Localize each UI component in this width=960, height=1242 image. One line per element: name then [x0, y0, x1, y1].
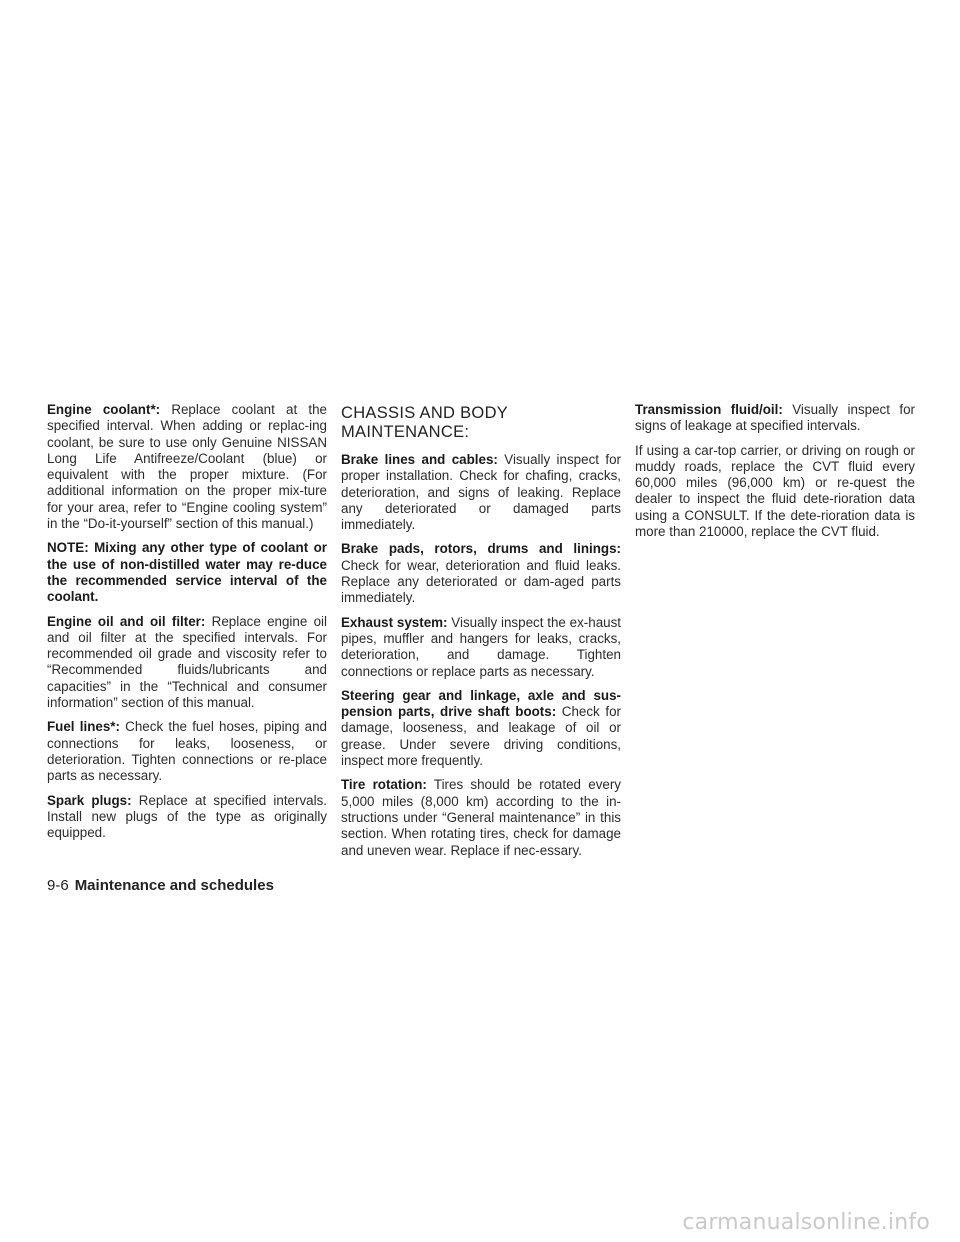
- text-spark-plugs: Replace at specified intervals. Install new plugs of the type as originally equipped.: [47, 792, 327, 841]
- label-brake-lines: Brake lines and cables:: [341, 452, 498, 467]
- paragraph-exhaust: [341, 615, 621, 680]
- paragraph-engine-coolant: [47, 402, 327, 532]
- text-fuel-lines: Check the fuel hoses, piping and connections for leaks, looseness, or deterioration. Tighten connections or re-place parts as necessary.: [47, 719, 328, 784]
- label-spark-plugs: Spark plugs:: [47, 792, 132, 808]
- label-brake-pads: Brake pads, rotors, drums and linings:: [341, 541, 621, 557]
- text-brake-lines: Visually inspect for proper installation. Check for chafing, cracks, deterioration, and signs of leaking. Replace any deteriorated or damaged parts immediately.: [341, 452, 621, 533]
- paragraph-transmission: [635, 402, 915, 435]
- paragraph-cvt-fluid: If using a car-top carrier, or driving on rough or muddy roads, replace the CVT fluid every 60,000 miles (96,000 km) or re-quest the dealer to inspect the fluid dete-rioration data using a CONSULT. If the dete-rioration data is more than 210000, replace the CVT fluid.: [635, 442, 915, 540]
- paragraph-engine-oil: [47, 614, 327, 712]
- paragraph-spark-plugs: [47, 793, 327, 842]
- paragraph-brake-pads: [341, 541, 621, 606]
- section-title: Maintenance and schedules: [74, 877, 274, 894]
- text-exhaust: Visually inspect the ex-haust pipes, muffler and hangers for leaks, cracks, deterioration, and damage. Tighten connections or replace parts as necessary.: [341, 614, 621, 679]
- label-fuel-lines: Fuel lines*:: [47, 719, 120, 735]
- paragraph-fuel-lines: [47, 719, 327, 784]
- watermark: carmanualsonline.info: [682, 1210, 930, 1235]
- label-engine-oil: Engine oil and oil filter:: [47, 613, 206, 629]
- text-transmission: Visually inspect for signs of leakage at specified intervals.: [635, 402, 915, 434]
- page-footer: [47, 877, 274, 894]
- label-transmission: Transmission fluid/oil:: [635, 402, 783, 417]
- text-tire-rotation: Tires should be rotated every 5,000 miles (8,000 km) according to the in-structions under “General maintenance” in this section. When rotating tires, check for damage and uneven wear. Replace if nec-essary.: [341, 777, 621, 858]
- label-tire-rotation: Tire rotation:: [341, 777, 427, 793]
- paragraph-tire-rotation: [341, 777, 621, 858]
- section-heading-chassis: [341, 404, 621, 442]
- label-steering: Steering gear and linkage, axle and sus-pension parts, drive shaft boots:: [341, 687, 621, 720]
- label-engine-coolant: Engine coolant*:: [47, 402, 161, 417]
- label-exhaust: Exhaust system:: [341, 614, 448, 630]
- text-engine-oil: Replace engine oil and oil filter at the specified intervals. For recommended oil grade and viscosity refer to “Recommended fluids/lubricants and capacities” in the “Technical and consumer information” section of this manual.: [47, 613, 327, 711]
- heading-line-1: CHASSIS AND BODY: [341, 404, 509, 422]
- page-number: 9-6: [47, 877, 69, 894]
- text-engine-coolant: Replace coolant at the specified interval. When adding or replac-ing coolant, be sure to use only Genuine NISSAN Long Life Antifreeze/Coolant (blue) or equivalent with the proper mixture. (For additional information on the proper mix-ture for your area, refer to “Engine cooling system” in the “Do-it-yourself” section of this manual.): [47, 402, 327, 532]
- column-left: [47, 402, 327, 849]
- text-steering: Check for damage, looseness, and leakage of oil or grease. Under severe driving conditions, inspect more frequently.: [341, 704, 621, 769]
- column-middle: [341, 402, 621, 867]
- text-brake-pads: Check for wear, deterioration and fluid leaks. Replace any deteriorated or dam-aged parts immediately.: [341, 557, 621, 606]
- column-right: [635, 402, 915, 548]
- paragraph-steering: [341, 688, 621, 769]
- paragraph-brake-lines: [341, 452, 621, 533]
- heading-line-2: MAINTENANCE:: [341, 423, 470, 441]
- note-coolant: NOTE: Mixing any other type of coolant or the use of non-distilled water may re-duce the recommended service interval of the coolant.: [47, 540, 327, 605]
